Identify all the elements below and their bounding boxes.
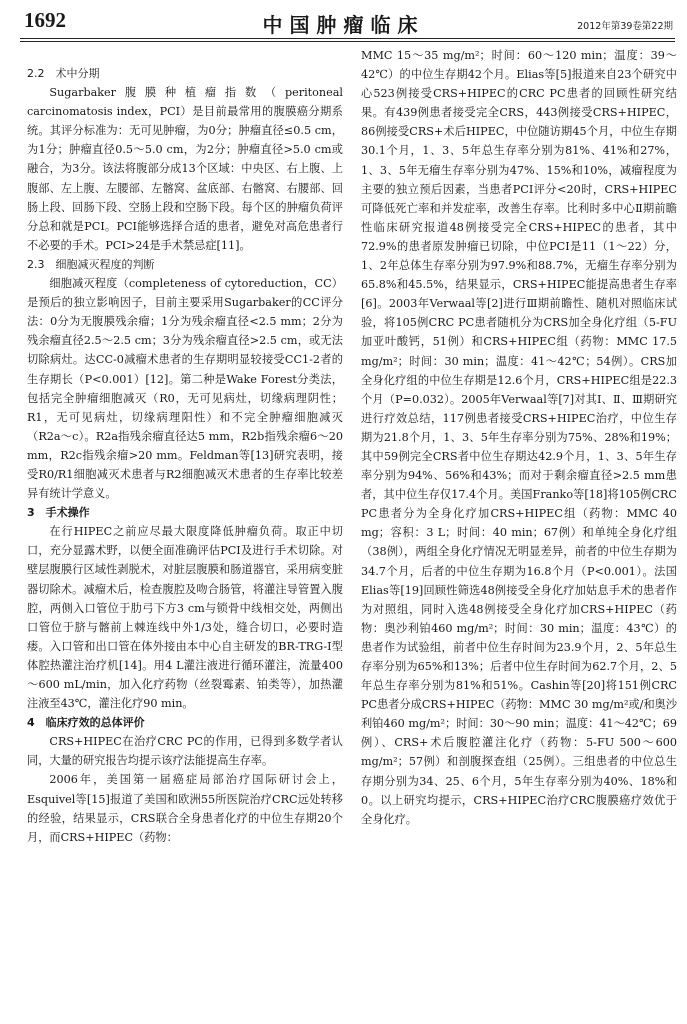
header-rule-thin	[20, 41, 675, 42]
right-column	[361, 46, 677, 829]
section-heading: 3 手术操作	[27, 506, 90, 520]
paragraph: 在行HIPEC之前应尽最大限度降低肿瘤负荷。取正中切口，充分显露术野，以便全面准确评估PCI及进行手术切除。对壁层腹膜行区域性剥脱术，对脏层腹膜和肠道器官，采用病变脏器切除术。减瘤术后，检查腹腔及吻合肠管，将灌注导管置入腹腔，两侧入口管位于肋弓下方3 cm与锁骨中线相交处，两侧出口管位于脐与髂前上棘连线中外1/3处，缝合切口，必要时造瘘。入口管和出口管在体外接由本中心自主研发的BR-TRG-I型体腔热灌注治疗机[14]。用4 L灌注液进行循环灌注，流量400～600 mL/min，加入化疗药物（丝裂霉素、铂类等），加热灌注液至43℃，灌注化疗90 min。	[27, 525, 343, 711]
paragraph: 2006年，美国第一届癌症局部治疗国际研讨会上，Esquivel等[15]报道了美国和欧洲55所医院治疗CRC远处转移的经验，结果显示，CRS联合全身患者化疗的中位生存期20个月，而CRS+HIPEC（药物：	[27, 773, 343, 844]
subsection-heading: 2.3 细胞减灭程度的判断	[27, 257, 155, 271]
paragraph-continued: MMC 15～35 mg/m²；时间：60～120 min；温度：39～42℃）的中位生存期42个月。Elias等[5]报道来自23个研究中心523例接受CRS+HIPEC的CRC PC患者的回顾性研究结果。有439例患者接受完全CRS，443例接受CRS+HIPEC，86例接受CRS+术后HIPEC，中位随访期45个月，中位生存期30.1个月，1、3、5年总生存率分别为81%、41%和27%，1、3、5年无瘤生存率分别为47%、15%和10%，减瘤程度为主要的独立预后因素，当患者PCI评分<20时，CRS+HIPEC可降低死亡率和并发症率，改善生存率。比利时多中心Ⅱ期前瞻性临床研究报道48例接受完全CRS+HIPEC的患者，其中72.9%的患者原发肿瘤已切除，中位PCI是11（1～22）分，1、2年总体生存率分别为97.9%和88.7%，无瘤生存率分别为65.8%和45.5%，结果显示，CRS+HIPEC能提高患者生存率[6]。2003年Verwaal等[2]进行Ⅲ期前瞻性、随机对照临床试验，将105例CRC PC患者随机分为CRS加全身化疗组（5-FU加亚叶酸钙，51例）和CRS+HIPEC组（药物：MMC 17.5 mg/m²；时间：30 min；温度：41～42℃；54例）。CRS加全身化疗组的中位生存期是12.6个月，CRS+HIPEC组是22.3个月（P=0.032）。2005年Verwaal等[7]对其Ⅰ、Ⅱ、Ⅲ期研究进行疗效总结，117例患者接受CRS+HIPEC治疗，中位生存期为21.8个月，1、3、5年生存率分别为75%、28%和19%；其中59例完全CRS者中位生存期达42.9个月，1、3、5年生存率分别为94%、56%和43%；而对于剩余瘤直径>2.5 mm患者，其中位生存仅17.4个月。美国Franko等[18]将105例CRC PC患者分为全身化疗加CRS+HIPEC组（药物：MMC 40 mg；容积：3 L；时间：40 min；67例）和单纯全身化疗组（38例），两组全身化疗情况无明显差异，前者的中位生存期为34.7个月，后者的中位生存期为16.8个月（P<0.001）。法国Elias等[19]回顾性筛选48例接受全身化疗加姑息手术的患者作为对照组，同时入选48例接受全身化疗加CRS+HIPEC（药物：奥沙利铂460 mg/m²；时间：30 min；温度：43℃）的患者作为试验组，前者中位生存时间为23.9个月，2、5年总生存率分别为65%和13%；后者中位生存时间为62.7个月，2、5年总生存率分别为81%和51%。Cashin等[20]将151例CRC PC患者分成CRS+HIPEC（药物：MMC 30 mg/m²或/和奥沙利铂460 mg/m²；时间：30～90 min；温度：41～42℃；69例）、CRS+术后腹腔灌注化疗（药物：5-FU 500～600 mg/m²；57例）和剖腹探查组（25例）。三组患者的中位总生存期分别为34、25、6个月，5年生存率分别为40%、18%和0。以上研究均提示，CRS+HIPEC治疗CRC腹膜癌疗效优于全身化疗。	[361, 49, 678, 826]
paragraph: CRS+HIPEC在治疗CRC PC的作用，已得到多数学者认同，大量的研究报告均提示该疗法能提高生存率。	[27, 735, 343, 768]
journal-title: 中国肿瘤临床	[262, 13, 425, 37]
issue-info: 2012年第39卷第22期	[577, 21, 673, 32]
subsection-heading: 2.2 术中分期	[27, 67, 100, 80]
page-number: 1692	[24, 8, 66, 32]
header-rule	[20, 38, 675, 39]
section-heading: 4 临床疗效的总体评价	[27, 716, 145, 730]
paragraph: 细胞减灭程度（completeness of cytoreduction，CC）是预后的独立影响因子，目前主要采用Sugarbaker的CC评分法：0分为无腹膜残余瘤；1分为残余瘤直径<2.5 mm；2分为残余瘤直径2.5～2.5 cm；3分为残余瘤直径>2.5 cm，或无法切除病灶。达CC-0减瘤术患者的生存期明显较接受CC1-2者的生存期长（P<0.001）[12]。第二种是Wake Forest分类法，包括完全肿瘤细胞减灭（R0，无可见病灶，切缘病理阴性；R1，无可见病灶，切缘病理阳性）和不完全肿瘤细胞减灭（R2a～c）。R2a指残余瘤直径达5 mm，R2b指残余瘤6～20 mm，R2c指残余瘤>20 mm。Feldman等[13]研究表明，接受R0/R1细胞减灭术患者与R2细胞减灭术患者的生存率比较差异有统计学意义。	[27, 277, 343, 501]
paragraph: Sugarbaker腹膜种植瘤指数（peritoneal carcinomatosis index，PCI）是目前最常用的腹膜癌分期系统。其评分标准为：无可见肿瘤，为0分；肿瘤直径≤0.5 cm，为1分；肿瘤直径0.5～5.0 cm，为2分；肿瘤直径>5.0 cm或融合，为3分。该法将腹部分成13个区域：中央区、右上腹、上腹部、左上腹、左腰部、左髂窝、盆底部、右髂窝、右腰部、回肠上段、回肠下段、空肠上段和空肠下段。每个区的肿瘤负荷评分总和就是PCI。PCI能够选择合适的患者，避免对高危患者行不必要的手术。PCI>24是手术禁忌症[11]。	[27, 86, 343, 252]
page-header	[0, 0, 687, 44]
left-column	[27, 64, 343, 847]
